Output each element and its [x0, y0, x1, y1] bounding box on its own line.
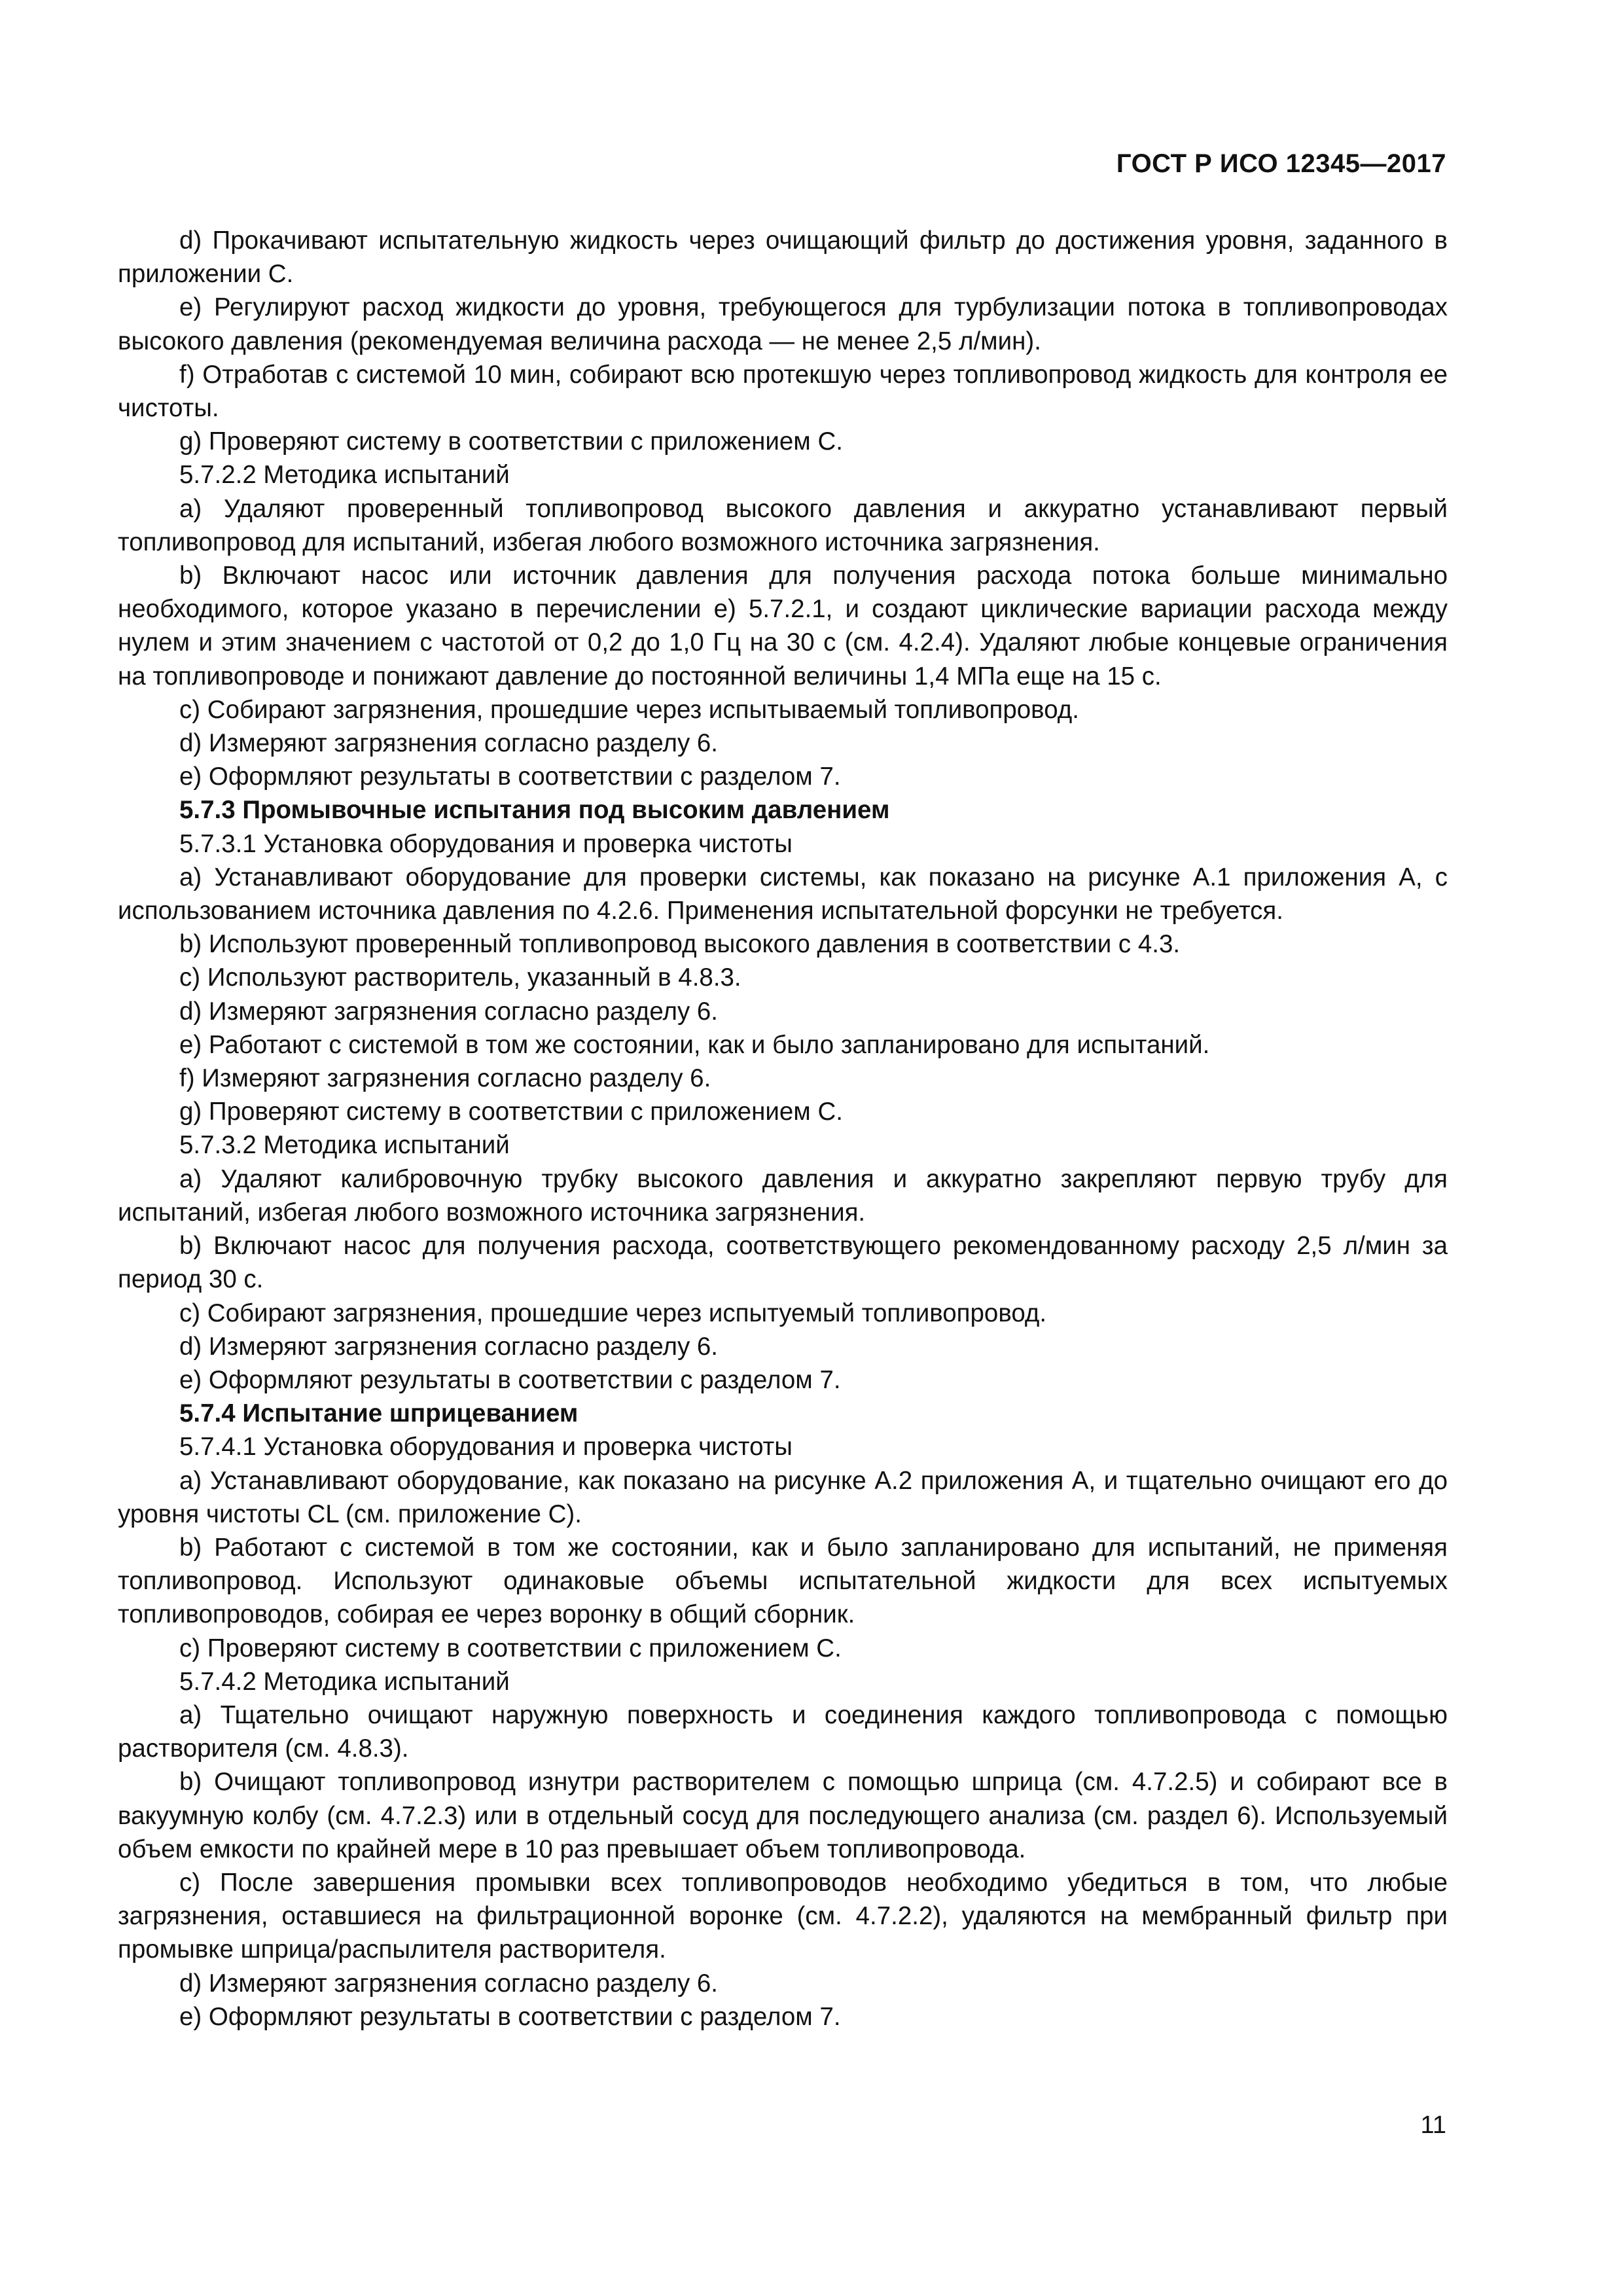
document-body	[118, 224, 1448, 2034]
section-heading: 5.7.4 Испытание шприцеванием	[179, 1399, 579, 1428]
body-paragraph: d) Измеряют загрязнения согласно разделу 6.	[179, 1332, 718, 1361]
body-paragraph: 5.7.2.2 Методика испытаний	[179, 461, 510, 490]
body-paragraph: a) Удаляют проверенный топливопровод высокого давления и аккуратно устанавливают первый топливопровод для испытаний, избегая любого возможного источника загрязнения.	[118, 494, 1448, 556]
body-paragraph: c) Собирают загрязнения, прошедшие через испытываемый топливопровод.	[179, 695, 1079, 724]
document-code-header: ГОСТ Р ИСО 12345—2017	[1116, 149, 1446, 178]
body-paragraph: e) Оформляют результаты в соответствии с разделом 7.	[179, 1365, 841, 1394]
body-paragraph: 5.7.3.2 Методика испытаний	[179, 1131, 510, 1160]
body-paragraph: d) Прокачивают испытательную жидкость через очищающий фильтр до достижения уровня, заданного в приложении С.	[118, 226, 1448, 289]
body-paragraph: c) Используют растворитель, указанный в 4.8.3.	[179, 963, 741, 992]
body-paragraph: e) Оформляют результаты в соответствии с разделом 7.	[179, 2002, 841, 2031]
body-paragraph: e) Регулируют расход жидкости до уровня, требующегося для турбулизации потока в топливопроводах высокого давления (рекомендуемая величина расхода — не менее 2,5 л/мин).	[118, 293, 1448, 355]
body-paragraph: b) Очищают топливопровод изнутри растворителем с помощью шприца (см. 4.7.2.5) и собирают все в вакуумную колбу (см. 4.7.2.3) или в отдельный сосуд для последующего анализа (см. раздел 6). Используемый объем емкости по крайней мере в 10 раз превышает объем топливопровода.	[118, 1768, 1448, 1863]
body-paragraph: d) Измеряют загрязнения согласно разделу 6.	[179, 729, 718, 758]
body-paragraph: a) Тщательно очищают наружную поверхность и соединения каждого топливопровода с помощью растворителя (см. 4.8.3).	[118, 1700, 1448, 1763]
body-paragraph: a) Устанавливают оборудование, как показано на рисунке А.2 приложения А, и тщательно очищают его до уровня чистоты CL (см. приложение С).	[118, 1466, 1448, 1528]
body-paragraph: f) Измеряют загрязнения согласно разделу 6.	[179, 1064, 711, 1093]
body-paragraph: b) Включают насос для получения расхода, соответствующего рекомендованному расходу 2,5 л/мин за период 30 с.	[118, 1232, 1448, 1294]
body-paragraph: f) Отработав с системой 10 мин, собирают всю протекшую через топливопровод жидкость для контроля ее чистоты.	[118, 360, 1448, 423]
body-paragraph: g) Проверяют систему в соответствии с приложением С.	[179, 427, 843, 456]
body-paragraph: a) Удаляют калибровочную трубку высокого давления и аккуратно закрепляют первую трубу для испытаний, избегая любого возможного источника загрязнения.	[118, 1164, 1448, 1227]
page-number: 11	[1420, 2111, 1446, 2139]
body-paragraph: b) Работают с системой в том же состоянии, как и было запланировано для испытаний, не применяя топливопровод. Используют одинаковые объемы испытательной жидкости для всех испытуемых топливопроводов, собирая ее через воронку в общий сборник.	[118, 1533, 1448, 1629]
body-paragraph: c) Проверяют систему в соответствии с приложением С.	[179, 1634, 842, 1662]
body-paragraph: c) После завершения промывки всех топливопроводов необходимо убедиться в том, что любые загрязнения, оставшиеся на фильтрационной воронке (см. 4.7.2.2), удаляются на мембранный фильтр при промывке шприца/распылителя растворителя.	[118, 1868, 1448, 1964]
body-paragraph: 5.7.4.2 Методика испытаний	[179, 1667, 510, 1696]
body-paragraph: 5.7.4.1 Установка оборудования и проверка чистоты	[179, 1433, 793, 1462]
body-paragraph: a) Устанавливают оборудование для проверки системы, как показано на рисунке А.1 приложения А, с использованием источника давления по 4.2.6. Применения испытательной форсунки не требуется.	[118, 863, 1448, 925]
body-paragraph: e) Работают с системой в том же состоянии, как и было запланировано для испытаний.	[179, 1030, 1210, 1059]
body-paragraph: d) Измеряют загрязнения согласно разделу 6.	[179, 1969, 718, 1998]
section-heading: 5.7.3 Промывочные испытания под высоким давлением	[179, 796, 890, 825]
body-paragraph: g) Проверяют систему в соответствии с приложением С.	[179, 1098, 843, 1126]
body-paragraph: e) Оформляют результаты в соответствии с разделом 7.	[179, 762, 841, 791]
body-paragraph: b) Используют проверенный топливопровод высокого давления в соответствии с 4.3.	[179, 930, 1181, 959]
body-paragraph: c) Собирают загрязнения, прошедшие через испытуемый топливопровод.	[179, 1299, 1047, 1327]
body-paragraph: d) Измеряют загрязнения согласно разделу 6.	[179, 997, 718, 1026]
body-paragraph: b) Включают насос или источник давления для получения расхода потока больше минимально необходимого, которое указано в перечислении е) 5.7.2.1, и создают циклические вариации расхода между нулем и этим значением с частотой от 0,2 до 1,0 Гц на 30 с (см. 4.2.4). Удаляют любые концевые ограничения на топливопроводе и понижают давление до постоянной величины 1,4 МПа еще на 15 с.	[118, 562, 1448, 691]
body-paragraph: 5.7.3.1 Установка оборудования и проверка чистоты	[179, 829, 793, 858]
